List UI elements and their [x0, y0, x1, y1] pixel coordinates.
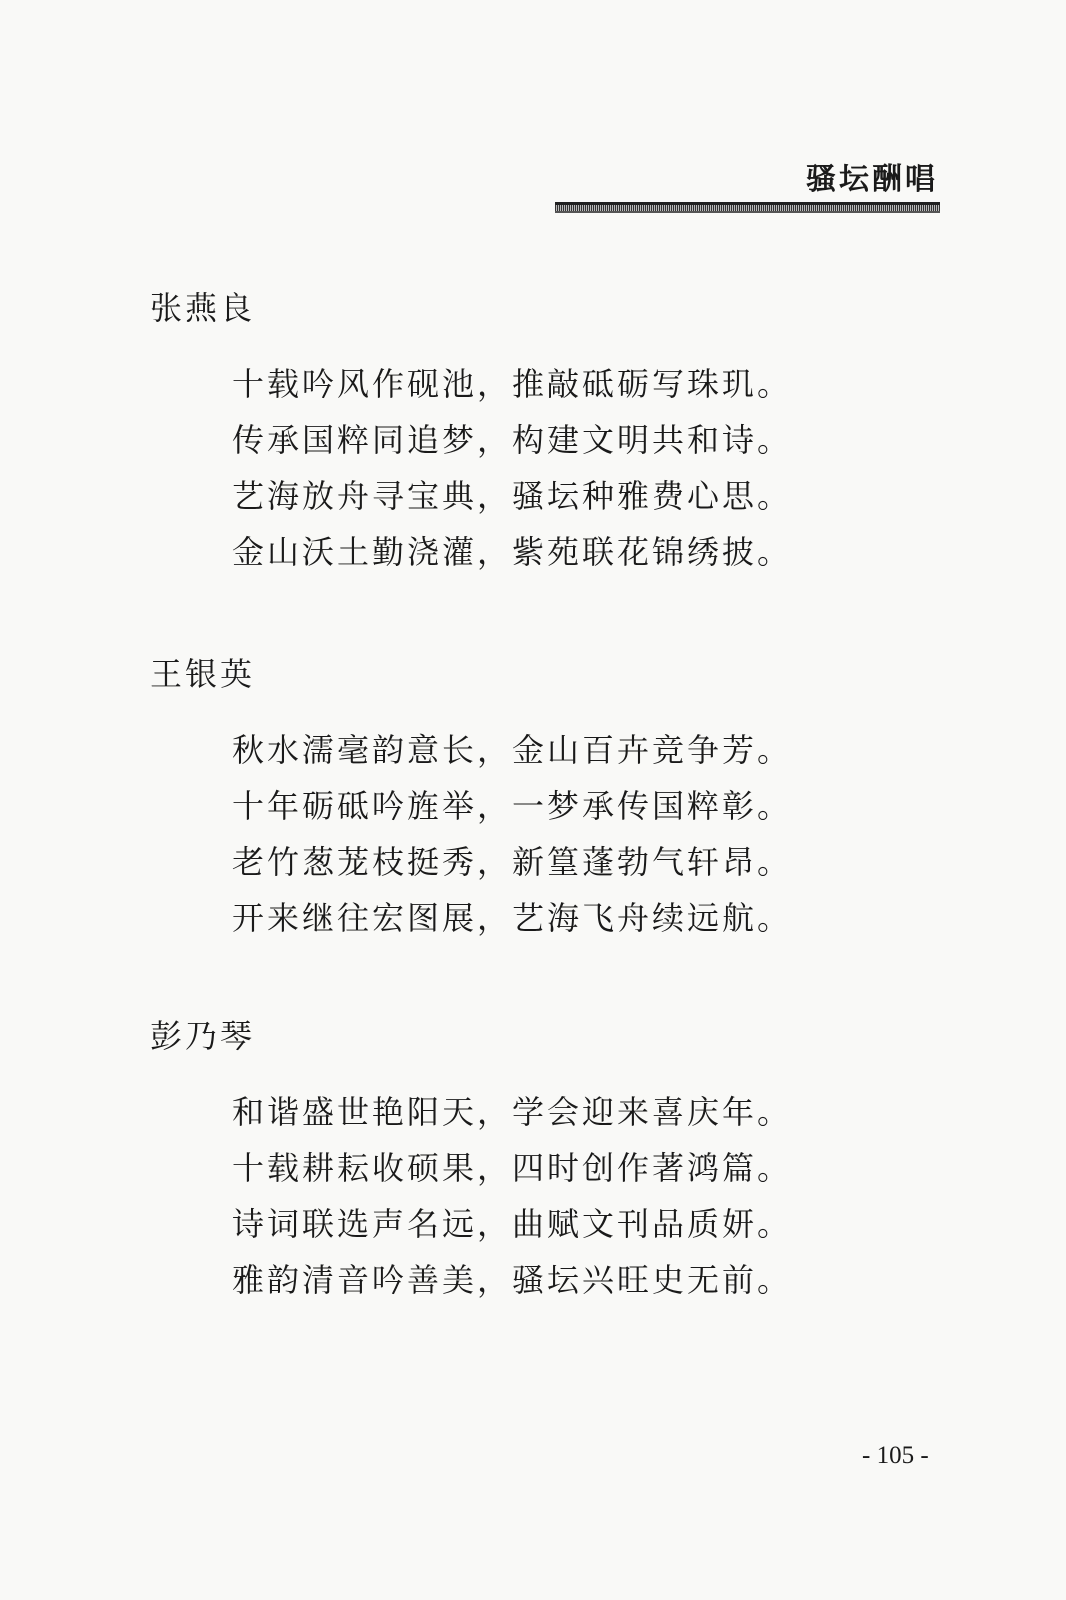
page-number: - 105 -: [862, 1442, 929, 1469]
poet-name: 王银英: [150, 655, 256, 693]
poem-line: 艺海放舟寻宝典，骚坛种雅费心思。: [232, 477, 793, 515]
poem-line: 开来继往宏图展，艺海飞舟续远航。: [232, 899, 793, 937]
poem-line: 和谐盛世艳阳天，学会迎来喜庆年。: [232, 1093, 793, 1131]
poem-verses: [232, 356, 792, 580]
header-rule: [555, 202, 940, 213]
poem-block: [150, 654, 792, 946]
poem-line: 老竹葱茏枝挺秀，新篁蓬勃气轩昂。: [232, 843, 793, 881]
poem-line: 金山沃土勤浇灌，紫苑联花锦绣披。: [232, 533, 793, 571]
poem-verses: [232, 722, 792, 946]
poem-line: 秋水濡毫韵意长，金山百卉竞争芳。: [232, 731, 793, 769]
poem-line: 十年砺砥吟旌举，一梦承传国粹彰。: [232, 787, 793, 825]
poet-name: 彭乃琴: [150, 1017, 256, 1055]
poem-line: 十载吟风作砚池，推敲砥砺写珠玑。: [232, 365, 793, 403]
poem-block: [150, 1016, 792, 1308]
poem-block: [150, 288, 792, 580]
poet-name: 张燕良: [150, 289, 256, 327]
poem-line: 十载耕耘收硕果，四时创作著鸿篇。: [232, 1149, 793, 1187]
poem-line: 诗词联选声名远，曲赋文刊品质妍。: [232, 1205, 793, 1243]
section-title: 骚坛酬唱: [806, 162, 938, 197]
poem-verses: [232, 1084, 792, 1308]
poem-line: 传承国粹同追梦，构建文明共和诗。: [232, 421, 793, 459]
section-header: [555, 160, 940, 213]
poem-line: 雅韵清音吟善美，骚坛兴旺史无前。: [232, 1261, 793, 1299]
